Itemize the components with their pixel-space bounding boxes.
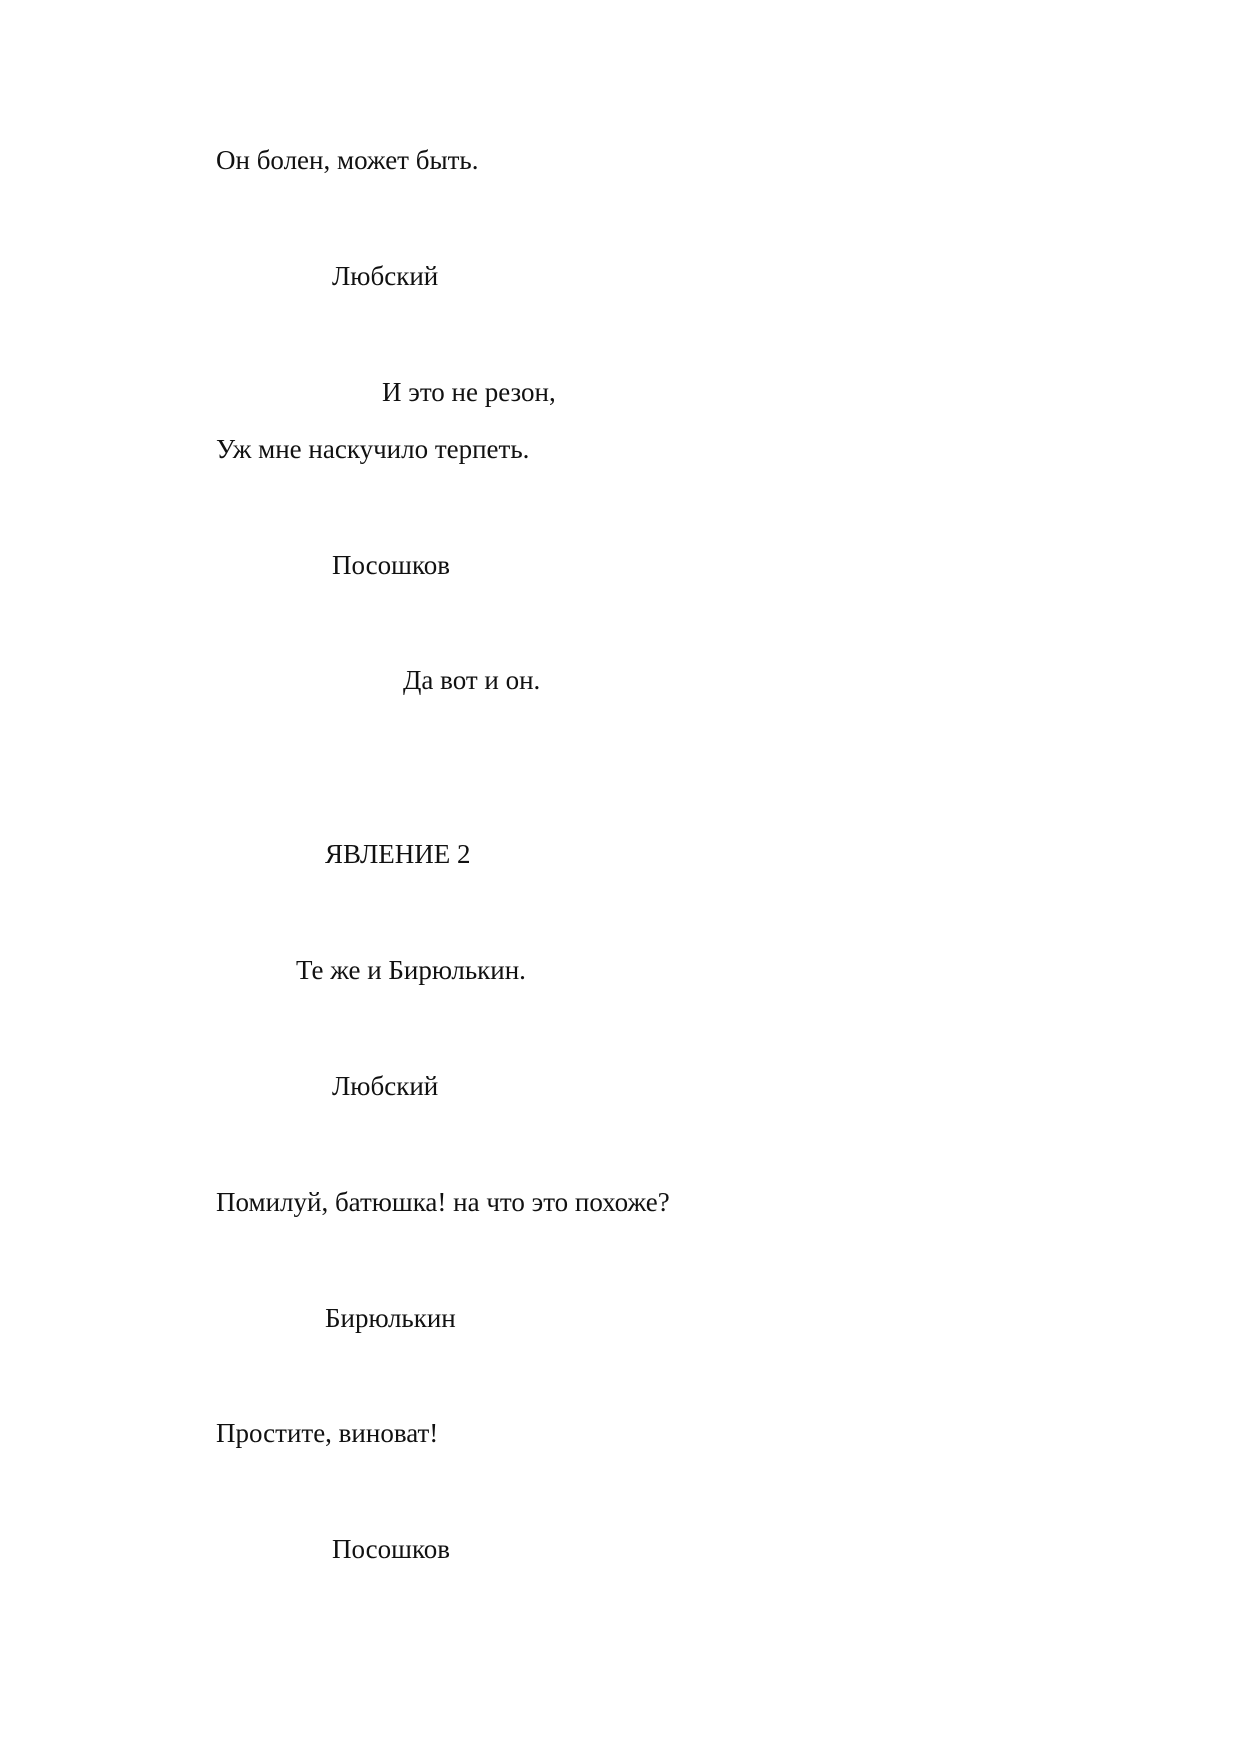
stage-direction: Те же и Бирюлькин. [296, 955, 526, 985]
scene-heading: ЯВЛЕНИЕ 2 [325, 839, 471, 869]
speaker-name: Посошков [332, 1534, 450, 1564]
speaker-name: Посошков [332, 550, 450, 580]
speaker-name: Любский [332, 1071, 439, 1101]
dialogue-line: Да вот и он. [403, 665, 541, 695]
dialogue-line: Помилуй, батюшка! на что это похоже? [216, 1187, 670, 1217]
dialogue-line: И это не резон, [382, 377, 556, 407]
dialogue-line: Простите, виноват! [216, 1418, 439, 1448]
dialogue-line: Уж мне наскучило терпеть. [216, 434, 530, 464]
speaker-name: Бирюлькин [325, 1303, 456, 1333]
dialogue-line: Он болен, может быть. [216, 145, 479, 175]
speaker-name: Любский [332, 261, 439, 291]
